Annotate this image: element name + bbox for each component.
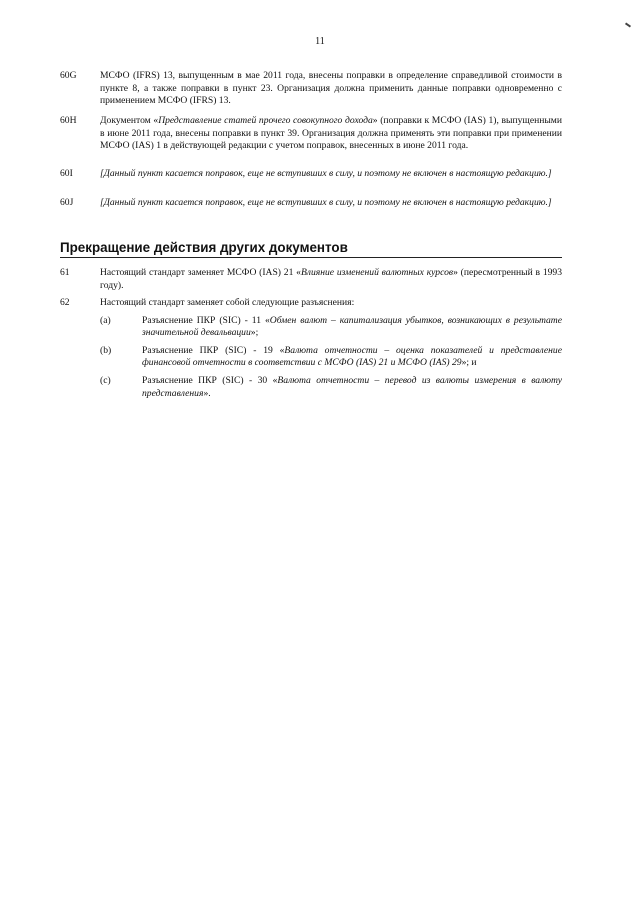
paragraph-61 [60, 267, 562, 292]
text-run: » (пересмотренный в 1993 году). [100, 267, 563, 291]
list-item-label: (a) [100, 314, 111, 326]
paragraph-number: 60G [60, 70, 77, 81]
paragraph-text [100, 115, 562, 153]
document-title-italic: Представление статей прочего совокупного дохода [158, 115, 373, 126]
paragraph-intro: Настоящий стандарт заменяет собой следующие разъяснения: [100, 297, 355, 308]
paragraph-60i [60, 168, 562, 181]
paragraph-text: [Данный пункт касается поправок, еще не вступивших в силу, и поэтому не включен в настоящую редакцию.] [100, 168, 552, 179]
paragraph-number: 62 [60, 297, 70, 308]
list-item-text [142, 375, 562, 400]
paragraph-number: 60H [60, 115, 77, 126]
text-run: Разъяснение ПКР (SIC) - 11 « [142, 314, 270, 326]
list-item-text [142, 345, 562, 370]
paragraph-number: 61 [60, 267, 70, 278]
text-run: Разъяснение ПКР (SIC) - 19 « [142, 344, 285, 356]
section-heading: Прекращение действия других документов [60, 240, 562, 258]
paragraph-60h [60, 115, 562, 153]
text-run: ». [203, 387, 211, 399]
document-title-italic: Валюта отчетности – оценка показателей и представление финансовой отчетности в соответствии с МСФО (IAS) 21 и МСФО (IAS) 29 [142, 344, 562, 369]
text-run: »; [250, 327, 259, 339]
document-title-italic: Влияние изменений валютных курсов [300, 267, 454, 278]
list-item-text [142, 315, 562, 340]
document-title-italic: Валюта отчетности – перевод из валюты измерения в валюту представления [142, 374, 562, 399]
list-item-label: (b) [100, 344, 112, 356]
text-run: » (поправки к МСФО (IAS) 1), выпущенными в июне 2011 года, внесены поправки в пункт 39. Организация должна применять эти поправки при применении МСФО (IAS) 1 в действующей редакции с учетом поправок, внесенных в июне 2011 года. [100, 115, 562, 152]
paragraph-text: МСФО (IFRS) 13, выпущенным в мае 2011 года, внесены поправки в определение справедливой стоимости в пункте 8, а также поправки в пункт 23. Организация должна применить данные поправки одновременно с применением МСФО (IFRS) 13. [100, 70, 562, 107]
text-run: Разъяснение ПКР (SIC) - 30 « [142, 374, 278, 386]
paragraph-text [100, 297, 562, 400]
text-run: »; и [461, 357, 477, 369]
paragraph-60j [60, 197, 562, 210]
text-run: Настоящий стандарт заменяет МСФО (IAS) 21 « [100, 267, 301, 278]
list-item [100, 315, 562, 340]
list-item [100, 345, 562, 370]
paragraph-text [100, 267, 562, 292]
text-run: Документом « [100, 115, 159, 126]
paragraph-60g [60, 70, 562, 108]
scan-mark [625, 22, 631, 27]
page-number: 11 [315, 36, 325, 47]
list-item-label: (c) [100, 374, 111, 386]
document-title-italic: Обмен валют – капитализация убытков, возникающих в результате значительной девальвации [142, 314, 562, 339]
paragraph-text: [Данный пункт касается поправок, еще не вступивших в силу, и поэтому не включен в настоящую редакцию.] [100, 197, 552, 208]
paragraph-number: 60J [60, 197, 74, 208]
list-item [100, 375, 562, 400]
paragraph-62 [60, 297, 562, 400]
paragraph-number: 60I [60, 168, 73, 179]
